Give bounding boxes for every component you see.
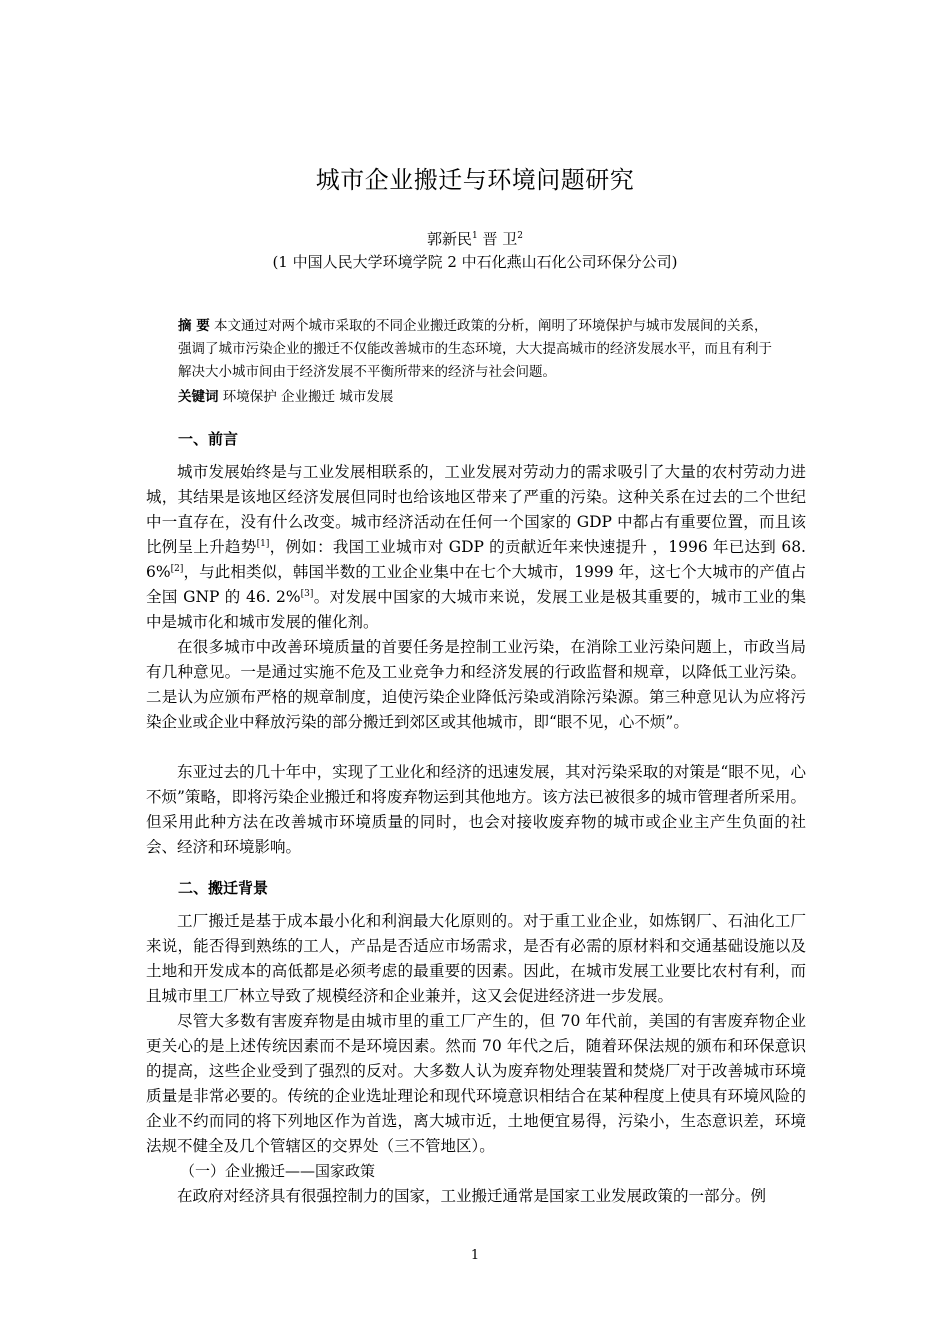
abstract-block [178, 315, 778, 384]
intro-p1-part-b: ，例如：我国工业城市对 GDP 的贡献近年来快速提升 ，1996 年已达到 68. 6% [146, 538, 806, 581]
paper-title: 城市企业搬迁与环境问题研究 [315, 166, 635, 194]
background-paragraph-1: 工厂搬迁是基于成本最小化和利润最大化原则的。对于重工业企业，如炼钢厂、石油化工厂来说，能否得到熟练的工人，产品是否适应市场需求，是否有必需的原材料和交通基础设施以及土地和开发成本的高低都是必须考虑的最重要的因素。因此，在城市发展工业要比农村有利，而且城市里工厂林立导致了规模经济和企业兼并，这又会促进经济进一步发展。 [146, 912, 806, 1005]
page-number: 1 [470, 1248, 480, 1263]
keywords-label: 关键词 [178, 389, 219, 405]
citation-ref-2: [2] [170, 563, 184, 574]
section-heading-background: 二、搬迁背景 [178, 879, 269, 897]
intro-p1-part-d: 。对发展中国家的大城市来说，发展工业是极其重要的，城市工业的集中是城市化和城市发展的催化剂。 [146, 588, 806, 631]
section-heading-intro: 一、前言 [178, 430, 239, 448]
intro-p1-part-a: 城市发展始终是与工业发展相联系的，工业发展对劳动力的需求吸引了大量的农村劳动力进城，其结果是该地区经济发展但同时也给该地区带来了严重的污染。这种关系在过去的二个世纪中一直存在，没有什么改变。城市经济活动在任何一个国家的 GDP 中都占有重要位置，而且该比例呈上升趋势 [146, 463, 806, 556]
subsection-heading-national-policy: （一）企业搬迁——国家政策 [180, 1162, 376, 1180]
intro-p1-part-c: ，与此相类似，韩国半数的工业企业集中在七个大城市，1999 年，这七个大城市的产值占全国 GNP 的 46. 2% [146, 563, 806, 606]
abstract-text: 本文通过对两个城市采取的不同企业搬迁政策的分析，阐明了环境保护与城市发展间的关系，强调了城市污染企业的搬迁不仅能改善城市的生态环境，大大提高城市的经济发展水平，而且有利于解决大小城市间由于经济发展不平衡所带来的经济与社会问题。 [178, 318, 772, 380]
authors-line [0, 228, 950, 249]
affiliations: (1 中国人民大学环境学院 2 中石化燕山石化公司环保分公司) [272, 253, 678, 271]
keywords-text: 环境保护 企业搬迁 城市发展 [222, 389, 394, 405]
intro-paragraph-1 [146, 460, 806, 635]
intro-paragraph-2: 在很多城市中改善环境质量的首要任务是控制工业污染，在消除工业污染问题上，市政当局有几种意见。一是通过实施不危及工业竞争力和经济发展的行政监督和规章，以降低工业污染。二是认为应颁布严格的规章制度，迫使污染企业降低污染或消除污染源。第三种意见认为应将污染企业或企业中释放污染的部分搬迁到郊区或其他城市，即“眼不见，心不烦”。 [146, 638, 806, 731]
intro-paragraph-3: 东亚过去的几十年中，实现了工业化和经济的迅速发展，其对污染采取的对策是“眼不见，心不烦”策略，即将污染企业搬迁和将废弃物运到其他地方。该方法已被很多的城市管理者所采用。但采用此种方法在改善城市环境质量的同时，也会对接收废弃物的城市或企业主产生负面的社会、经济和环境影响。 [146, 763, 806, 856]
author-name-2: 晋 卫 [477, 230, 518, 248]
background-paragraph-3: 在政府对经济具有很强控制力的国家，工业搬迁通常是国家工业发展政策的一部分。例 [177, 1187, 767, 1205]
citation-ref-3: [3] [300, 588, 314, 599]
abstract-label: 摘 要 [178, 318, 210, 334]
author-affil-marker-1: 1 [472, 231, 478, 241]
keywords-block [178, 387, 778, 407]
author-affil-marker-2: 2 [517, 231, 524, 241]
citation-ref-1: [1] [256, 538, 270, 549]
background-paragraph-2: 尽管大多数有害废弃物是由城市里的重工厂产生的，但 70 年代前，美国的有害废弃物企业更关心的是上述传统因素而不是环境因素。然而 70 年代之后，随着环保法规的颁布和环保意识的提高，这些企业受到了强烈的反对。大多数人认为废弃物处理装置和焚烧厂对于改善城市环境质量是非常必要的。传统的企业选址理论和现代环境意识相结合在某种程度上使具有环境风险的企业不约而同的将下列地区作为首选，离大城市近，土地便宜易得，污染小，生态意识差，环境法规不健全及几个管辖区的交界处（三不管地区）。 [146, 1012, 806, 1155]
author-name-1: 郭新民 [426, 230, 472, 248]
